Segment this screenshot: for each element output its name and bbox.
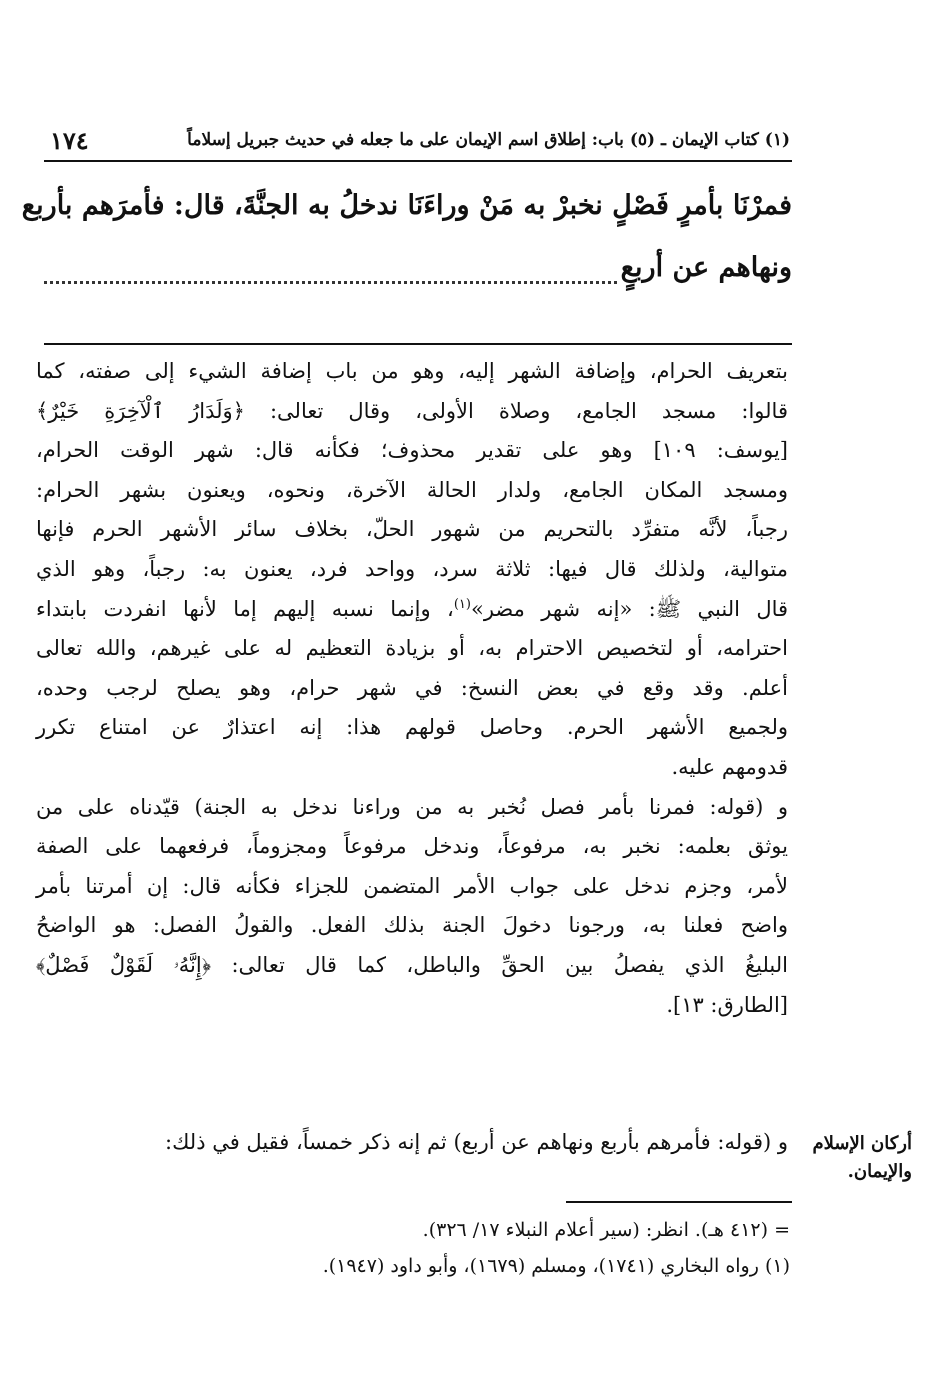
- header-rule: [44, 160, 792, 162]
- commentary-final-line: و (قوله: فأمرهم بأربع ونهاهم عن أربع) ثم إنه ذكر خمساً، فقيل في ذلك:: [165, 1130, 788, 1154]
- margin-note-line: أركان الإسلام: [812, 1133, 912, 1154]
- dotted-leader: [44, 281, 617, 284]
- commentary-line: احترامه، أو لتخصيص الاحترام به، أو بزيادة التعظيم له على غيرهم، والله تعالى: [36, 636, 788, 661]
- hadith-rule: [44, 343, 792, 345]
- commentary-line: متوالية، ولذلك قال فيها: ثلاثة سرد، وواحد فرد، يعنون به: رجباً، وهو الذي: [36, 556, 788, 581]
- commentary-line: أعلم. وقد وقع في بعض النسخ: في شهر حرام، وهو يصلح لرجب وحده،: [36, 675, 788, 700]
- running-title: (١) كتاب الإيمان ـ (٥) باب: إطلاق اسم الإيمان على ما جعله في حديث جبريل إسلاماً: [187, 130, 790, 150]
- margin-note: [800, 1130, 912, 1186]
- commentary-line: ومسجد المكان الجامع، ولدار الحالة الآخرة، ونحوه، ويعنون بشهر الحرام:: [36, 477, 788, 502]
- line-text: قال النبي ﷺ: «إنه شهر مضر»: [470, 596, 789, 621]
- footnote-ref-1[interactable]: (١): [453, 596, 471, 612]
- commentary-line: ولجميع الأشهر الحرم. وحاصل قولهم هذا: إنه اعتذارٌ عن امتناع تكرر: [36, 715, 788, 740]
- commentary-line: البليغُ الذي يفصلُ بين الحقِّ والباطل، كما قال تعالى: ﴿إِنَّهُۥ لَقَوْلٌ فَصْلٌ﴾: [36, 952, 788, 977]
- commentary-line: رجباً، لأنَّه متفرِّد بالتحريم من شهور الحلّ، بخلاف سائر الأشهر الحرم فإنها: [36, 517, 788, 542]
- commentary-line: [الطارق: ١٣].: [666, 992, 788, 1017]
- commentary-line-with-footnote-ref: [36, 590, 788, 630]
- footnote-1: (١) رواه البخاري (١٧٤١)، ومسلم (١٦٧٩)، وأبو داود (١٩٤٧).: [322, 1255, 790, 1277]
- page-header: [50, 120, 790, 160]
- commentary-line: قالوا: مسجد الجامع، وصلاة الأولى، وقال تعالى: ﴿وَلَدَارُ ٱلْآخِرَةِ خَيْرٌ﴾: [36, 398, 788, 423]
- footnotes: [190, 1212, 790, 1284]
- commentary-line: و (قوله: فمرنا بأمر فصل نُخبر به من وراءنا ندخل به الجنة) قيّدناه على من: [36, 794, 788, 819]
- commentary-paragraph-2: [36, 788, 788, 1026]
- footnote-rule: [566, 1201, 792, 1203]
- hadith-line-2-wrap: [44, 237, 792, 299]
- line-text: ، وإنما نسبه إليهم إما لأنها انفردت بابتداء: [36, 596, 454, 621]
- commentary-line: بتعريف الحرام، وإضافة الشهر إليه، وهو من باب إضافة الشيء إلى صفته، كما: [36, 359, 788, 383]
- commentary-line: لأمر، وجزم ندخل على جواب الأمر المتضمن للجزاء فكأنه قال: إن أمرتنا بأمر: [36, 873, 788, 898]
- hadith-line-2: ونهاهم عن أربعٍ: [620, 252, 792, 283]
- commentary-paragraph-1: [36, 352, 788, 788]
- margin-note-line: والإيمان.: [847, 1161, 912, 1182]
- commentary-line: قدومهم عليه.: [671, 754, 788, 779]
- page-number: ١٧٤: [50, 125, 89, 155]
- commentary-line: واضح فعلنا به، ورجونا دخولَ الجنة بذلك الفعل. والقولُ الفصل: هو الواضحُ: [36, 913, 788, 938]
- commentary-line: [يوسف: ١٠٩] وهو على تقدير محذوف؛ فكأنه قال: شهر الوقت الحرام،: [36, 438, 788, 463]
- hadith-line-1: فمرْنَا بأمرٍ فَصْلٍ نخبرْ به مَنْ وراءَنَا ندخلُ به الجنَّةَ، قال: فأمرَهم بأربع: [21, 190, 792, 221]
- commentary: [36, 352, 788, 1025]
- footnote-continuation: = (٤١٢ هـ). انظر: (سير أعلام النبلاء ١٧/ ٣٢٦).: [422, 1219, 790, 1241]
- commentary-line: يوثق بعلمه: نخبر به، مرفوعاً، وندخل مرفوعاً ومجزوماً، فرفعهما على الصفة: [36, 834, 788, 859]
- hadith-text: [21, 175, 792, 299]
